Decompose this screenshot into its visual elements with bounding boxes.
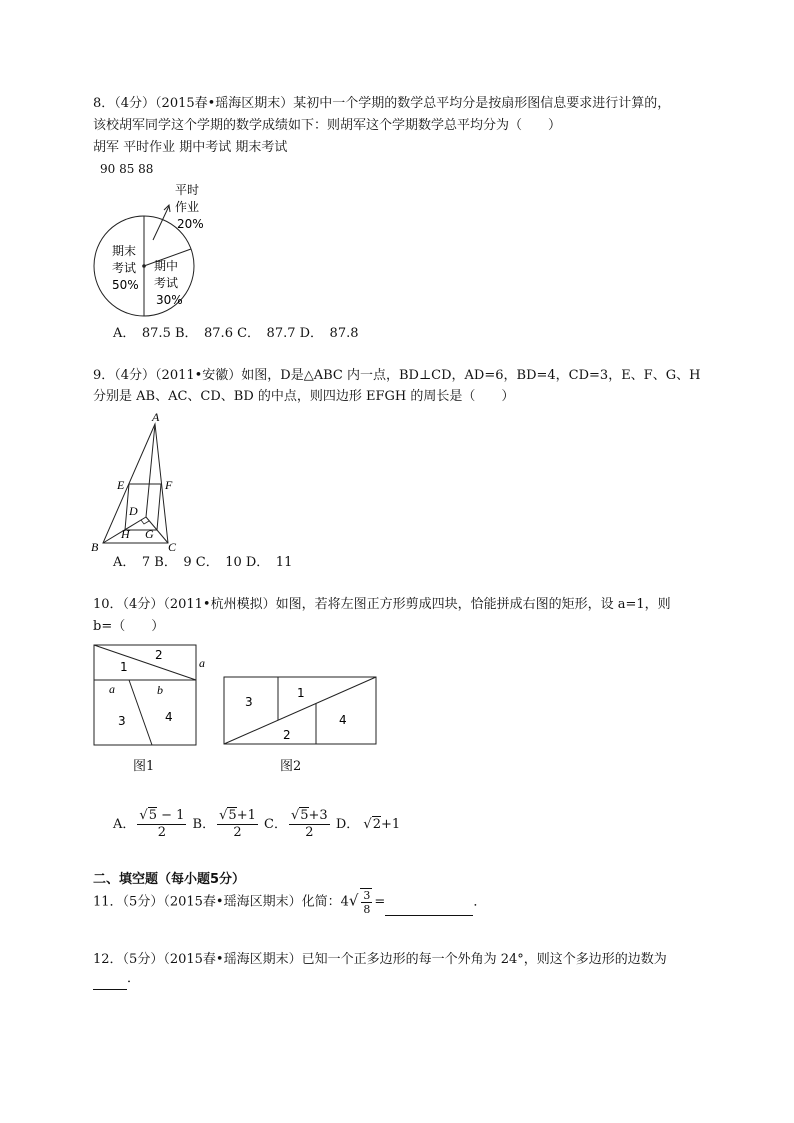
fig2-caption: 图2 xyxy=(280,759,302,774)
option-a-label: A． xyxy=(113,817,136,832)
pie-label-homework-1: 平时 xyxy=(175,183,200,197)
pie-label-homework-3: 20% xyxy=(177,217,204,231)
q12-line2 xyxy=(93,968,140,990)
q10-options: A． $\frac{√5 - 1}{2}$ B． $\frac{√5+1}{2}$ C． $\frac{√5+3}{2}$ D． √2+1 xyxy=(113,808,401,840)
q11-num: 3 xyxy=(363,889,371,902)
q11-den: 8 xyxy=(363,903,371,916)
fig2-piece-4: 4 xyxy=(339,713,347,727)
option-b-rest: +1 xyxy=(236,808,256,823)
option-a-rest: − 1 xyxy=(156,808,185,823)
option-d-root: 2 xyxy=(372,817,381,832)
q12-end: ． xyxy=(127,971,141,986)
option-c-rest: +3 xyxy=(308,808,328,823)
option-c-root: 5 xyxy=(300,808,309,823)
q10-line1: 10．（4分）（2011•杭州模拟）如图，若将左图正方形剪成四块，恰能拼成右图的矩形，设 a=1，则 xyxy=(93,597,671,612)
pie-label-midterm-1: 期中 xyxy=(154,259,179,273)
q8-pie-chart xyxy=(90,178,220,318)
right-angle-mark xyxy=(141,520,149,524)
option-b-fraction: $\frac{√5+1}{2}$ xyxy=(219,808,256,840)
fig1-slant xyxy=(129,680,152,745)
option-a-fraction: $\frac{√5 - 1}{2}$ xyxy=(139,808,185,840)
fig2-piece-3: 3 xyxy=(245,695,253,709)
q11-answer-blank[interactable] xyxy=(385,897,473,916)
q8-line2: 该校胡军同学这个学期的数学成绩如下：则胡军这个学期数学总平均分为（ ） xyxy=(93,118,562,133)
q11-text: 11．（5分）（2015春•瑶海区期末）化简：4 xyxy=(93,894,349,910)
q10-figure-1 xyxy=(92,643,212,749)
q8-options: A． 87.5 B． 87.6 C． 87.7 D． 87.8 xyxy=(113,326,359,341)
q12-answer-blank[interactable] xyxy=(93,973,127,990)
fig1-label-a-inner: a xyxy=(109,682,115,696)
q9-triangle-figure xyxy=(88,410,188,555)
option-b-den: 2 xyxy=(233,825,242,840)
q12-line1: 12．（5分）（2015春•瑶海区期末）已知一个正多边形的每一个外角为 24°，则这个多边形的边数为 xyxy=(93,952,667,967)
pie-label-homework-2: 作业 xyxy=(175,200,200,214)
option-c-label: C． xyxy=(264,817,287,832)
segment-ad xyxy=(146,424,155,517)
option-d-rest: +1 xyxy=(381,817,401,832)
label-g: G xyxy=(145,527,154,541)
fig2-piece-1: 1 xyxy=(297,686,305,700)
q11-end: ． xyxy=(473,894,487,910)
option-a-root: 5 xyxy=(148,808,157,823)
section-2-title: 二、填空题（每小题5分） xyxy=(93,872,246,887)
pie-arrow-line xyxy=(153,206,169,240)
pie-label-final-2: 考试 xyxy=(112,261,137,275)
pie-label-final-3: 50% xyxy=(112,278,139,292)
q11-line: 11．（5分）（2015春•瑶海区期末）化简：4√ $\frac{3}{8}$ = ． xyxy=(93,889,487,916)
q10-figure-2 xyxy=(222,675,380,747)
q11-eq: = xyxy=(374,894,386,910)
label-c: C xyxy=(168,540,177,554)
fig1-piece-3: 3 xyxy=(118,714,126,728)
label-f: F xyxy=(165,478,173,492)
q8-table-header: 胡军 平时作业 期中考试 期末考试 xyxy=(93,140,288,155)
q9-line1: 9．（4分）（2011•安徽）如图，D是△ABC 内一点，BD⊥CD，AD=6，BD=4，CD=3，E、F、G、H xyxy=(93,368,701,383)
option-c-den: 2 xyxy=(305,825,314,840)
q11-fraction xyxy=(360,888,372,916)
q9-line2: 分别是 AB、AC、CD、BD 的中点，则四边形 EFGH 的周长是（ ） xyxy=(93,389,515,404)
label-a: A xyxy=(152,410,160,424)
q10-line2: b=（ ） xyxy=(93,619,165,634)
option-c-fraction: $\frac{√5+3}{2}$ xyxy=(290,808,328,840)
label-d: D xyxy=(129,504,138,518)
option-d-label: D． xyxy=(335,817,360,832)
fig1-diagonal xyxy=(94,645,196,680)
option-b-label: B． xyxy=(192,817,216,832)
q8-line1: 8．（4分）（2015春•瑶海区期末）某初中一个学期的数学总平均分是按扇形图信息要求进行计算的， xyxy=(93,96,671,111)
fig1-caption: 图1 xyxy=(133,759,155,774)
fig1-piece-1: 1 xyxy=(120,660,128,674)
fig2-piece-2: 2 xyxy=(283,728,291,742)
fig1-label-a-right: a xyxy=(199,656,205,670)
pie-label-midterm-2: 考试 xyxy=(154,276,179,290)
fig1-piece-4: 4 xyxy=(165,710,173,724)
q8-table-values: 90 85 88 xyxy=(100,162,154,176)
label-b: B xyxy=(91,540,99,554)
fig1-piece-2: 2 xyxy=(155,648,163,662)
label-h: H xyxy=(121,527,130,541)
pie-label-midterm-3: 30% xyxy=(156,293,183,307)
option-a-den: 2 xyxy=(157,825,167,840)
option-b-root: 5 xyxy=(228,808,237,823)
fig1-label-b-inner: b xyxy=(157,683,163,697)
label-e: E xyxy=(117,478,125,492)
q9-options: A． 7 B． 9 C． 10 D． 11 xyxy=(113,555,293,570)
pie-label-final-1: 期末 xyxy=(112,244,137,258)
pie-center-dot xyxy=(142,264,146,268)
